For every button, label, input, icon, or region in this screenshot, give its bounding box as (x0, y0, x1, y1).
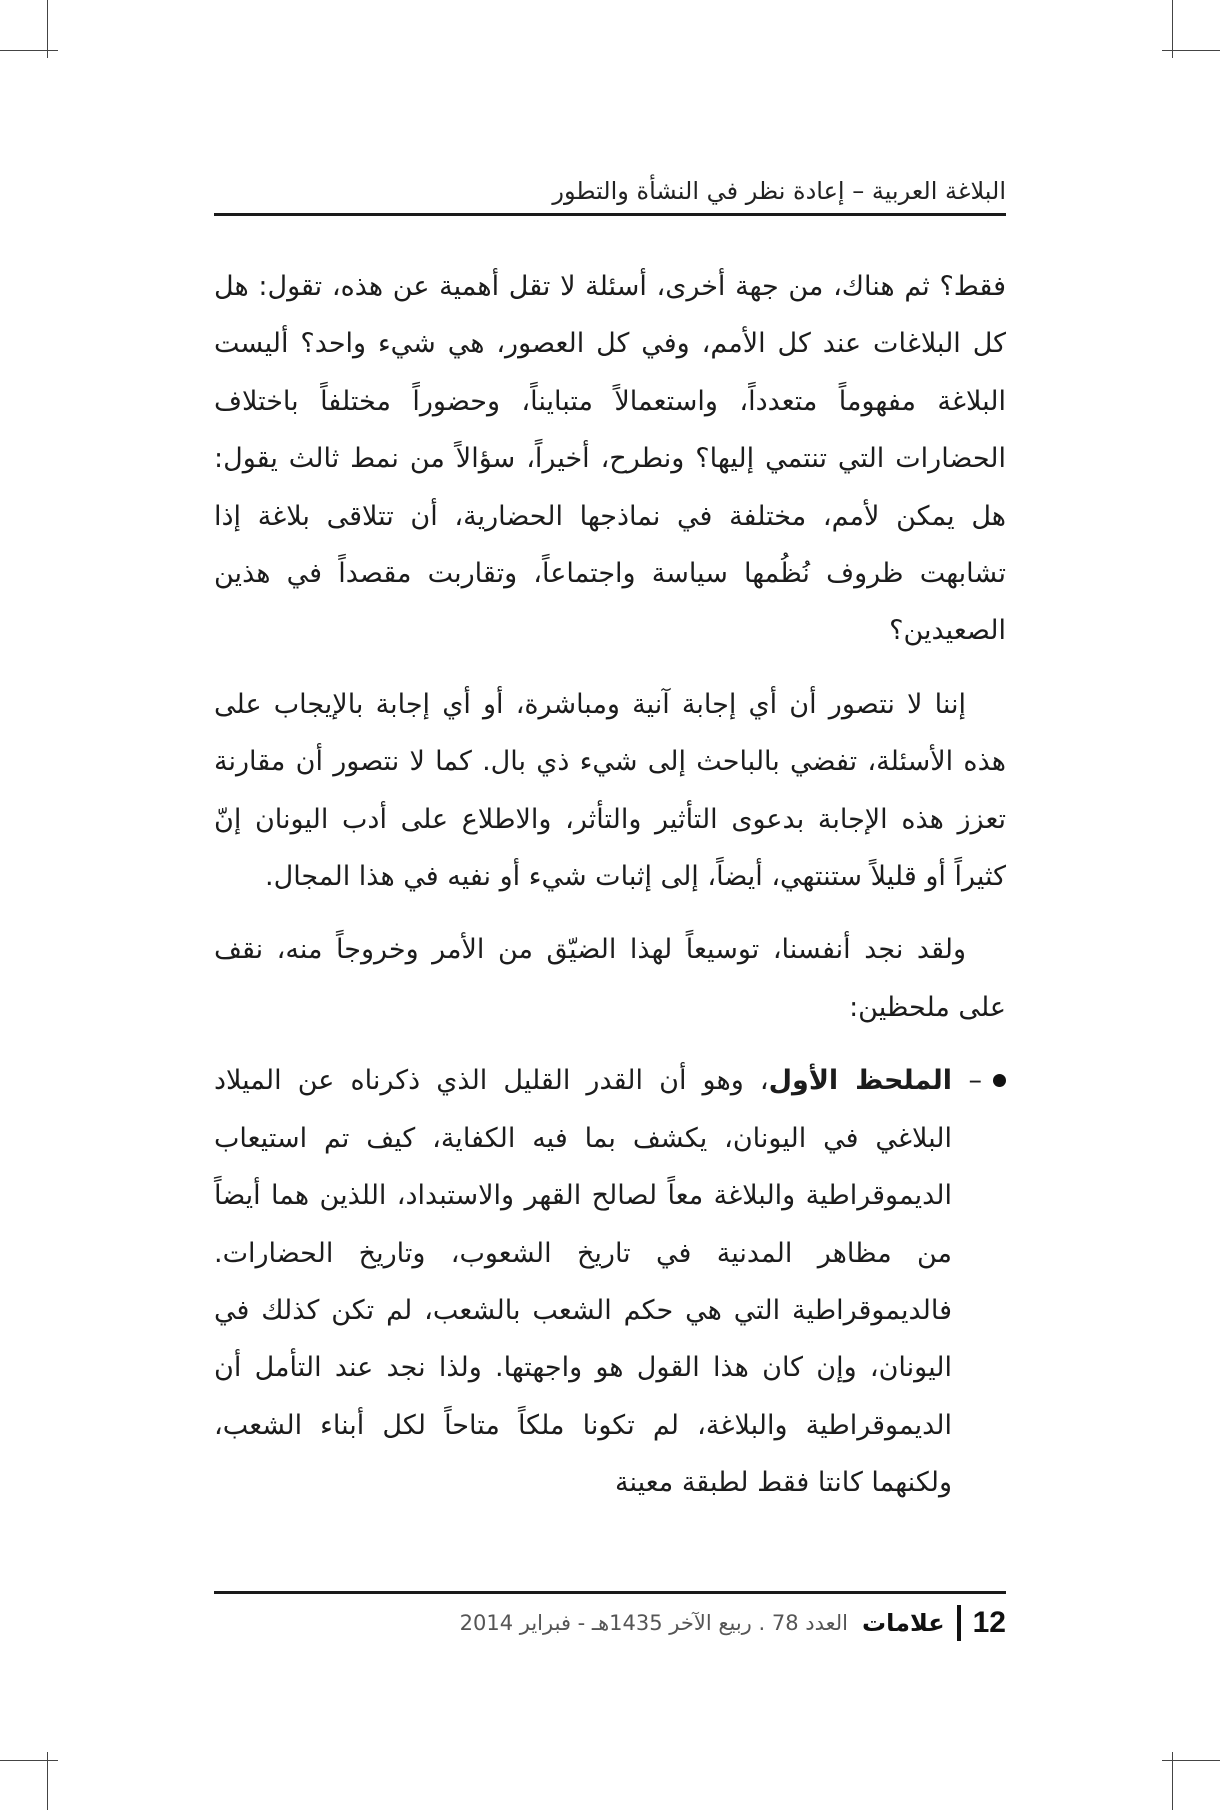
running-title: البلاغة العربية – إعادة نظر في النشأة والتطور (552, 177, 1006, 205)
footer-divider (214, 1591, 1006, 1594)
bullet-dash: – (968, 1065, 982, 1097)
crop-mark (1162, 50, 1220, 51)
bullet-item (214, 1052, 1006, 1511)
paragraph: ولقد نجد أنفسنا، توسيعاً لهذا الضيّق من الأمر وخروجاً منه، نقف على ملحظين: (214, 934, 1006, 1023)
magazine-logo: علامات (862, 1609, 945, 1637)
bullet-lead: الملحظ الأول (768, 1065, 952, 1097)
paragraph: فقط؟ ثم هناك، من جهة أخرى، أسئلة لا تقل أهمية عن هذه، تقول: هل كل البلاغات عند كل الأمم، وفي كل العصور، هي شيء واحد؟ أليست البلاغة مفهوماً متعدداً، واستعمالاً متبايناً، وحضوراً مختلفاً باختلاف الحضارات التي تنتمي إليها؟ ونطرح، أخيراً، سؤالاً من نمط ثالث يقول: هل يمكن لأمم، مختلفة في نماذجها الحضارية، أن تتلاقى بلاغة إذا تشابهت ظروف نُظُمها سياسة واجتماعاً، وتقاربت مقصداً في هذين الصعيدين؟ (214, 271, 1006, 647)
body-text (214, 258, 1006, 1512)
page-number: 12 (972, 1606, 1006, 1639)
crop-mark (1162, 1760, 1220, 1761)
footer (400, 1601, 1006, 1645)
issue-info: العدد 78 . ربيع الآخر 1435هـ - فبراير 2014 (459, 1611, 849, 1635)
bullet-icon (993, 1074, 1006, 1087)
bullet-text: ، وهو أن القدر القليل الذي ذكرناه عن الميلاد البلاغي في اليونان، يكشف بما فيه الكفاية، كيف تم استيعاب الديموقراطية والبلاغة معاً لصالح القهر والاستبداد، اللذين هما أيضاً من مظاهر المدنية في تاريخ الشعوب، وتاريخ الحضارات. فالديموقراطية التي هي حكم الشعب بالشعب، لم تكن كذلك في اليونان، وإن كان هذا القول هو واجهتها. ولذا نجد عند التأمل أن الديموقراطية والبلاغة، لم تكونا ملكاً متاحاً لكل أبناء الشعب، ولكنهما كانتا فقط لطبقة معينة (214, 1065, 952, 1499)
paragraph: إننا لا نتصور أن أي إجابة آنية ومباشرة، أو أي إجابة بالإيجاب على هذه الأسئلة، تفضي بالباحث إلى شيء ذي بال. كما لا نتصور أن مقارنة تعزز هذه الإجابة بدعوى التأثير والتأثر، والاطلاع على أدب اليونان إنّ كثيراً أو قليلاً ستنتهي، أيضاً، إلى إثبات شيء أو نفيه في هذا المجال. (214, 688, 1006, 893)
footer-separator (957, 1605, 961, 1641)
crop-mark (0, 1760, 58, 1761)
crop-mark (0, 50, 58, 51)
header-divider (214, 213, 1006, 216)
